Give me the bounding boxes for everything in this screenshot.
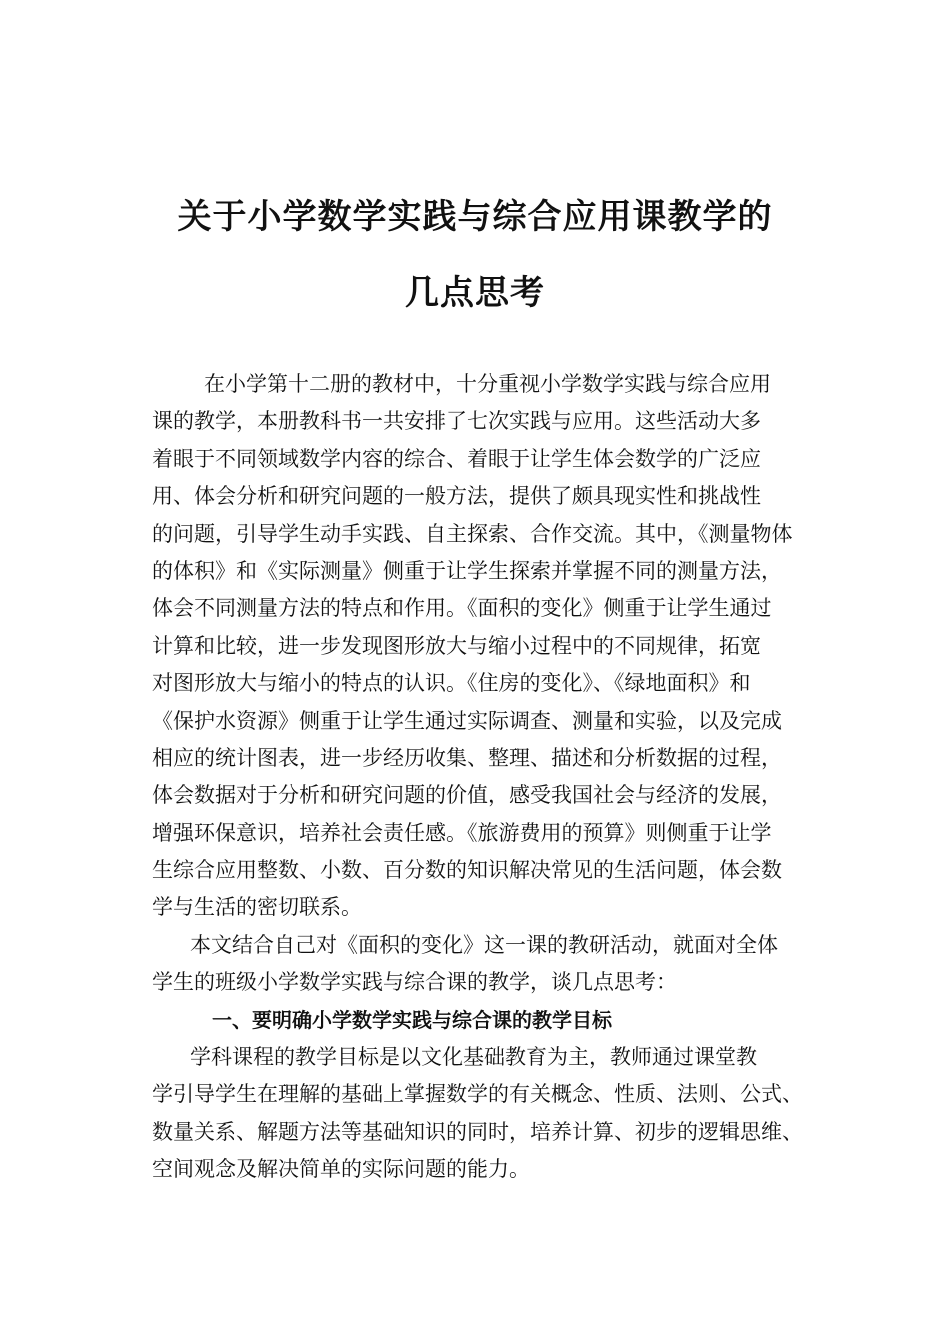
paragraph-1-line: 《保护水资源》侧重于让学生通过实际调查、测量和实验，以及完成 [152,708,782,733]
paragraph-1-line: 的体积》和《实际测量》侧重于让学生探索并掌握不同的测量方法， [152,558,782,583]
paragraph-1-line: 在小学第十二册的教材中，十分重视小学数学实践与综合应用 [204,372,771,396]
paragraph-1-line: 学与生活的密切联系。 [152,895,362,920]
paragraph-3-line: 空间观念及解决简单的实际问题的能力。 [152,1157,530,1182]
document-body [152,366,812,1189]
paragraph-1-line: 着眼于不同领域数学内容的综合、着眼于让学生体会数学的广泛应 [152,446,761,471]
document-title-line-2: 几点思考 [405,273,545,313]
paragraph-2-line: 学生的班级小学数学实践与综合课的教学，谈几点思考： [152,970,677,995]
paragraph-3-line: 数量关系、解题方法等基础知识的同时，培养计算、初步的逻辑思维、 [152,1119,803,1144]
paragraph-1-line: 生综合应用整数、小数、百分数的知识解决常见的生活问题，体会数 [152,858,782,883]
paragraph-1-line: 相应的统计图表，进一步经历收集、整理、描述和分析数据的过程， [152,745,782,770]
section-heading-1: 一、要明确小学数学实践与综合课的教学目标 [212,1007,612,1032]
paragraph-1-line: 体会不同测量方法的特点和作用。《面积的变化》侧重于让学生通过 [152,596,772,621]
paragraph-3-line: 学引导学生在理解的基础上掌握数学的有关概念、性质、法则、公式、 [152,1082,803,1107]
paragraph-1-line: 增强环保意识，培养社会责任感。《旅游费用的预算》则侧重于让学 [152,820,772,845]
paragraph-1-line: 用、体会分析和研究问题的一般方法，提供了颇具现实性和挑战性 [152,484,761,509]
paragraph-2-line: 本文结合自己对《面积的变化》这一课的教研活动，就面对全体 [190,932,778,957]
paragraph-1-line: 体会数据对于分析和研究问题的价值，感受我国社会与经济的发展， [152,783,782,808]
paragraph-1-line: 计算和比较，进一步发现图形放大与缩小过程中的不同规律，拓宽 [152,633,761,658]
paragraph-1-line: 的问题，引导学生动手实践、自主探索、合作交流。其中，《测量物体 [152,521,793,546]
paragraph-1-line: 对图形放大与缩小的特点的认识。《住房的变化》、《绿地面积》和 [152,671,751,696]
document-title-line-1: 关于小学数学实践与综合应用课教学的 [177,197,773,237]
paragraph-1-line: 课的教学，本册教科书一共安排了七次实践与应用。这些活动大多 [152,409,761,434]
paragraph-3-line: 学科课程的教学目标是以文化基础教育为主，教师通过课堂教 [190,1045,757,1070]
